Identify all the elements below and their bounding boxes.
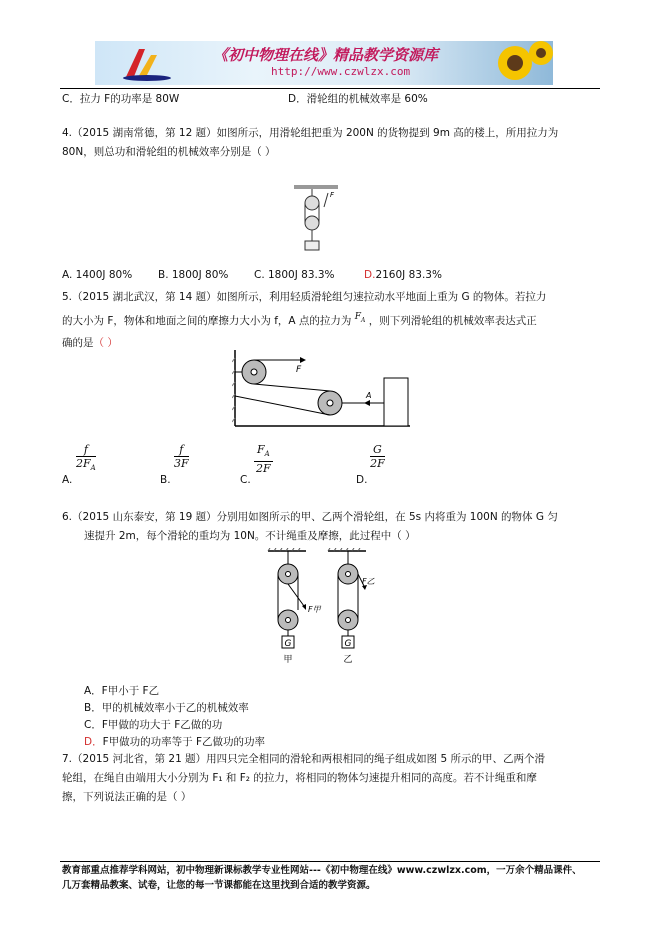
- q5-option-letter: D.: [356, 474, 368, 486]
- q4-option-d-letter: D.: [364, 269, 376, 281]
- q6-option-b: B．甲的机械效率小于乙的机械效率: [84, 702, 249, 714]
- q6-right-caption: 乙: [343, 655, 353, 665]
- header-banner: [95, 41, 553, 85]
- fraction-denominator: 3F: [174, 457, 189, 470]
- q5-option-fraction: [174, 443, 189, 470]
- q6-option-c: C．F甲做的功大于 F乙做的功: [84, 719, 223, 731]
- q6-stem-line1: 6.（2015 山东泰安，第 19 题）分别用如图所示的甲、乙两个滑轮组，在 5s 内将重为 100N 的物体 G 匀: [62, 511, 558, 523]
- q6-stem-line2: 速提升 2m，每个滑轮的重均为 10N。不计绳重及摩擦，此过程中（ ）: [84, 530, 416, 542]
- q5-option-fraction: [254, 443, 273, 475]
- footer-line2: 几万套精品教案、试卷，让您的每一节课都能在这里找到合适的教学资源。: [62, 880, 376, 891]
- q5-point-a-label: A: [366, 391, 372, 400]
- banner-url: http://www.czwlzx.com: [271, 65, 411, 78]
- q5-answer-blank: （ ）: [93, 337, 118, 349]
- q7-stem-line3: 擦，下列说法正确的是（ ）: [62, 791, 192, 803]
- q6-pulley-figure: [258, 548, 378, 672]
- q6-option-d-text: F甲做功的功率等于 F乙做功的功率: [102, 736, 266, 748]
- q5-option-letter: B.: [160, 474, 171, 486]
- fraction-numerator: G: [370, 443, 385, 457]
- q5-pulley-figure: [232, 348, 412, 430]
- fraction-numerator: f: [76, 443, 96, 457]
- prev-option-c: C．拉力 F的功率是 80W: [62, 93, 180, 105]
- q6-right-weight-label: G: [344, 639, 352, 649]
- fraction-denominator: $2F_A$: [76, 457, 96, 473]
- q5-stem-line2-part1: 的大小为 F，物体和地面之间的摩擦力大小为 f，A 点的拉力为: [62, 315, 352, 327]
- q5-option-fraction: [370, 443, 385, 470]
- banner-title: 《初中物理在线》精品教学资源库: [213, 46, 439, 64]
- q6-left-weight-label: G: [284, 639, 292, 649]
- q5-stem-line2-part2: ，则下列滑轮组的机械效率表达式正: [368, 315, 537, 327]
- q6-option-a: A．F甲小于 F乙: [84, 685, 160, 697]
- q6-option-d-letter: D．: [84, 736, 103, 748]
- q4-option-d-text: 2160J 83.3%: [375, 269, 442, 281]
- q4-stem-line1: 4.（2015 湖南常德，第 12 题）如图所示，用滑轮组把重为 200N 的货物提到 9m 高的楼上，所用拉力为: [62, 127, 559, 139]
- site-logo: [117, 43, 177, 83]
- q5-option-fraction: [76, 443, 96, 475]
- q4-stem-line2: 80N，则总功和滑轮组的机械效率分别是（ ）: [62, 146, 276, 158]
- q6-left-force-label: F甲: [308, 605, 321, 614]
- q5-stem-line2: [62, 314, 537, 333]
- q6-option-d: [84, 735, 265, 749]
- q5-force-label: F: [296, 365, 302, 375]
- footer-line1: 教育部重点推荐学科网站，初中物理新课标教学专业性网站---《初中物理在线》www.czwlzx.com，一万余个精品课件、: [62, 865, 582, 876]
- q5-stem-line1: 5.（2015 湖北武汉，第 14 题）如图所示，利用轻质滑轮组匀速拉动水平地面上重为 G 的物体。若拉力: [62, 291, 547, 303]
- sunflower-decoration: [493, 41, 553, 85]
- q5-option-letter: C.: [240, 474, 251, 486]
- fraction-denominator: 2F: [256, 462, 271, 476]
- q4-option-d: [364, 268, 442, 282]
- q7-stem-line2: 轮组，在绳自由端用大小分别为 F₁ 和 F₂ 的拉力，将相同的物体匀速提升相同的高度。若不计绳重和摩: [62, 772, 537, 784]
- q4-option-b: B. 1800J 80%: [158, 269, 229, 281]
- q4-option-a: A. 1400J 80%: [62, 269, 133, 281]
- fraction-denominator: 2F: [370, 457, 385, 470]
- q7-stem-line1: 7.（2015 河北省，第 21 题）用四只完全相同的滑轮和两根相同的绳子组成如图 5 所示的甲、乙两个滑: [62, 753, 545, 765]
- q5-fa-sub: A: [361, 316, 366, 324]
- header-rule: [60, 88, 600, 89]
- fraction-numerator: $F_A$: [254, 443, 273, 462]
- q4-force-label: F: [330, 191, 335, 199]
- q5-stem-line3-text: 确的是: [62, 337, 94, 349]
- footer-rule: [60, 861, 600, 862]
- prev-option-d: D．滑轮组的机械效率是 60%: [288, 93, 428, 105]
- q4-pulley-figure: [292, 183, 342, 263]
- q4-option-c: C. 1800J 83.3%: [254, 269, 335, 281]
- q5-fa-symbol: [355, 312, 366, 322]
- q5-fa-letter: F: [354, 312, 362, 322]
- fraction-numerator: f: [174, 443, 189, 457]
- q6-right-force-label: F乙: [362, 577, 375, 586]
- q6-left-caption: 甲: [283, 655, 293, 665]
- q5-stem-line3: [62, 336, 118, 350]
- q5-option-letter: A.: [62, 474, 73, 486]
